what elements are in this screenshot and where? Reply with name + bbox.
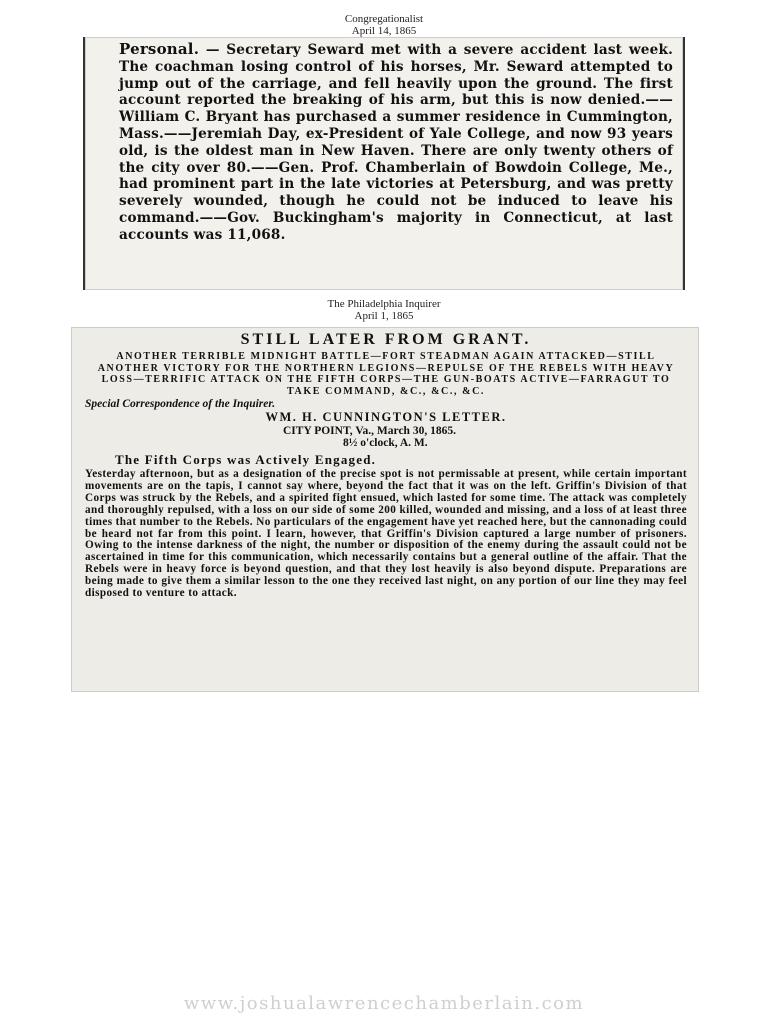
clipping-2-date: April 1, 1865 bbox=[354, 310, 414, 322]
clipping-2-subheadline: ANOTHER TERRIBLE MIDNIGHT BATTLE—FORT STEADMAN AGAIN ATTACKED—STILL ANOTHER VICTORY FOR THE NORTHERN LEGIONS—REPULSE OF THE REBELS WITH HEAVY LOSS—TERRIFIC ATTACK ON THE FIFTH CORPS—THE GUN-BOATS ACTIVE—FARRAGUT TO TAKE COMMAND, &C., &C., &C. bbox=[97, 351, 675, 397]
clipping-2-body: Yesterday afternoon, but as a designation of the precise spot is not permissable at present, while certain important movements are on the tapis, I cannot say where, beyond the fact that it was on the left. Griffin's Division of that Corps was struck by the Rebels, and a spirited fight ensued, which lasted for some time. The attack was completely and thoroughly repulsed, with a loss on our side of some 200 killed, wounded and missing, and a loss of at least three times that number to the Rebels. No particulars of the engagement have yet reached here, but the cannonading could be heard not far from this point. I learn, however, that Griffin's Division captured a large number of prisoners. Owing to the intense darkness of the night, the number or disposition of the enemy during the assault could not be ascertained in time for this communication, which necessarily contains but a general outline of the affair. That the Rebels were in heavy force is beyond question, and that they lost heavily is also beyond dispute. Preparations are being made to give them a similar lesson to the one they received last night, on any portion of our line they may feel disposed to venture to attack. bbox=[85, 468, 687, 600]
clipping-2-section-heading: The Fifth Corps was Actively Engaged. bbox=[115, 452, 377, 467]
clipping-1-date: April 14, 1865 bbox=[351, 25, 417, 37]
clipping-2-letter-title: WM. H. CUNNINGTON'S LETTER. bbox=[265, 410, 507, 424]
site-watermark: www.joshualawrencechamberlain.com bbox=[183, 993, 585, 1014]
clipping-2-correspondence: Special Correspondence of the Inquirer. bbox=[85, 398, 276, 410]
clipping-1-headline: Personal. bbox=[119, 40, 200, 58]
clipping-1-caption bbox=[0, 13, 768, 37]
clipping-2-source: The Philadelphia Inquirer bbox=[327, 298, 441, 310]
clipping-2-text bbox=[71, 327, 699, 600]
clipping-1-source: Congregationalist bbox=[344, 13, 424, 25]
clipping-2-time: 8½ o'clock, A. M. bbox=[343, 437, 428, 449]
clipping-2-dateline: CITY POINT, Va., March 30, 1865. bbox=[283, 425, 456, 437]
clipping-2-image bbox=[71, 327, 699, 692]
clipping-1-text bbox=[85, 37, 683, 244]
clipping-2-caption bbox=[0, 298, 768, 322]
clipping-1-image bbox=[83, 37, 685, 290]
clipping-2-headline: STILL LATER FROM GRANT. bbox=[240, 331, 532, 348]
clipping-1-body: — Secretary Seward met with a severe accident last week. The coachman losing control of his horses, Mr. Seward attempted to jump out of the carriage, and fell heavily upon the ground. The first account reported the breaking of his arm, but this is now denied.——William C. Bryant has purchased a summer residence in Cummington, Mass.——Jeremiah Day, ex-President of Yale College, and now 93 years old, is the oldest man in New Haven. There are only twenty others of the city over 80.——Gen. Prof. Chamberlain of Bowdoin College, Me., had prominent part in the late victories at Petersburg, and was pretty severely wounded, though he could not be induced to leave his command.——Gov. Buckingham's majority in Connecticut, at last accounts was 11,068. bbox=[119, 42, 673, 243]
